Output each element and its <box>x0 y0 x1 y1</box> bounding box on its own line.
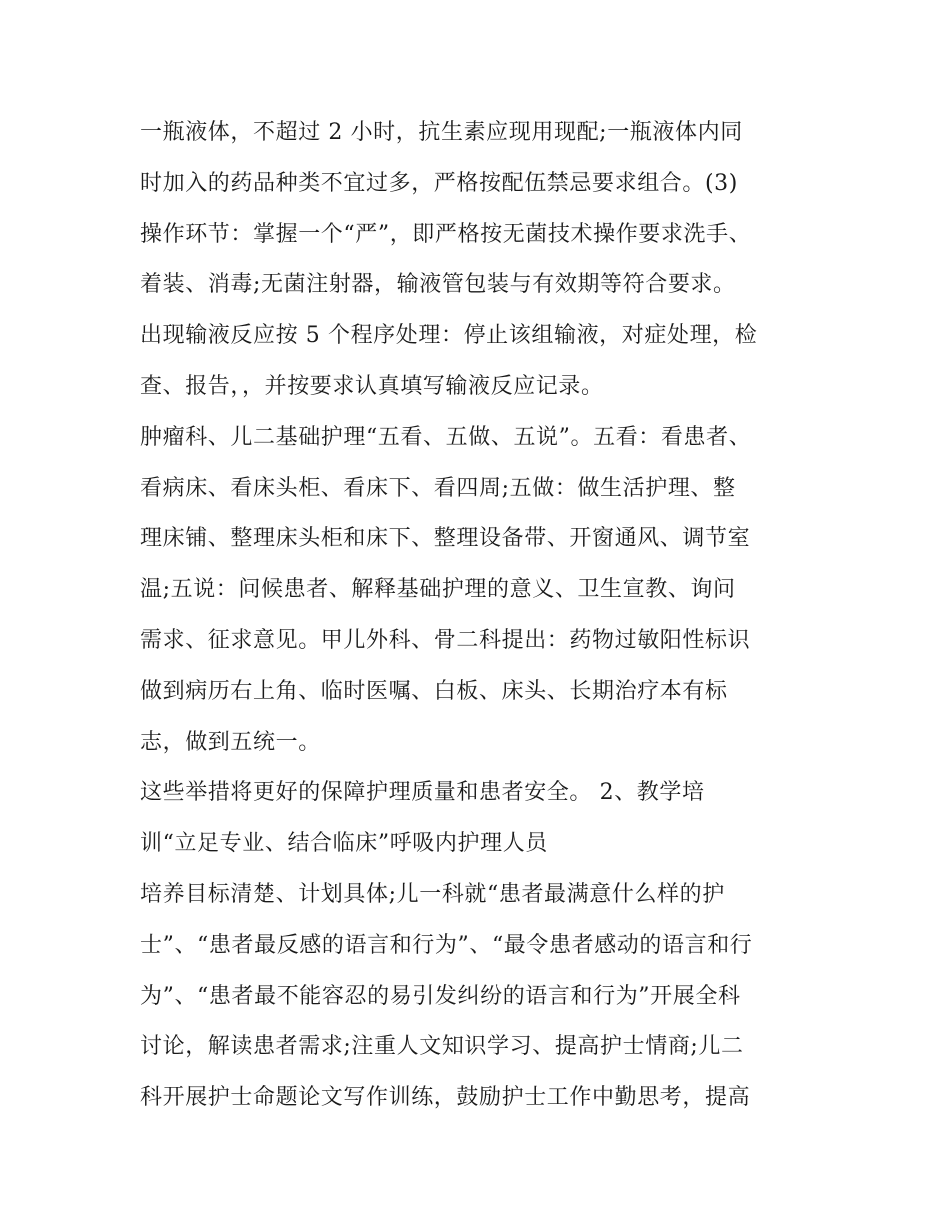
text-line: 需求、征求意见。甲儿外科、骨二科提出：药物过敏阳性标识 <box>140 627 751 653</box>
text-line: 士”、“患者最反感的语言和行为”、“最令患者感动的语言和行 <box>140 932 753 958</box>
text-line: 时加入的药品种类不宜过多，严格按配伍禁忌要求组合。(3) <box>140 170 738 196</box>
text-line: 讨论，解读患者需求;注重人文知识学习、提高护士情商;儿二 <box>140 1034 744 1060</box>
text-line: 肿瘤科、儿二基础护理“五看、五做、五说”。五看：看患者、 <box>140 424 752 450</box>
text-line: 查、报告，，并按要求认真填写输液反应记录。 <box>140 373 604 399</box>
text-line: 为”、“患者最不能容忍的易引发纠纷的语言和行为”开展全科 <box>140 983 741 1009</box>
text-line: 看病床、看床头柜、看床下、看四周;五做：做生活护理、整 <box>140 475 736 501</box>
text-line: 操作环节：掌握一个“严”，即严格按无菌技术操作要求洗手、 <box>140 221 752 247</box>
text-line: 做到病历右上角、临时医嘱、白板、床头、长期治疗本有标 <box>140 678 728 704</box>
text-line: 志，做到五统一。 <box>140 729 321 755</box>
text-line: 这些举措将更好的保障护理质量和患者安全。 2、教学培 <box>140 780 705 806</box>
text-line: 培养目标清楚、计划具体;儿一科就“患者最满意什么样的护 <box>140 881 725 907</box>
text-line: 着装、消毒;无菌注射器，输液管包装与有效期等符合要求。 <box>140 272 736 298</box>
text-line: 一瓶液体，不超过 2 小时，抗生素应现用现配;一瓶液体内同 <box>140 120 743 145</box>
text-line: 理床铺、整理床头柜和床下、整理设备带、开窗通风、调节室 <box>140 526 751 552</box>
text-line: 出现输液反应按 5 个程序处理：停止该组输液，对症处理，检 <box>140 323 758 349</box>
text-line: 温;五说：问候患者、解释基础护理的意义、卫生宣教、询问 <box>140 577 736 603</box>
text-line: 科开展护士命题论文写作训练，鼓励护士工作中勤思考，提高 <box>140 1085 751 1111</box>
document-body <box>140 108 830 1124</box>
text-line: 训“立足专业、结合临床”呼吸内护理人员 <box>140 831 548 857</box>
